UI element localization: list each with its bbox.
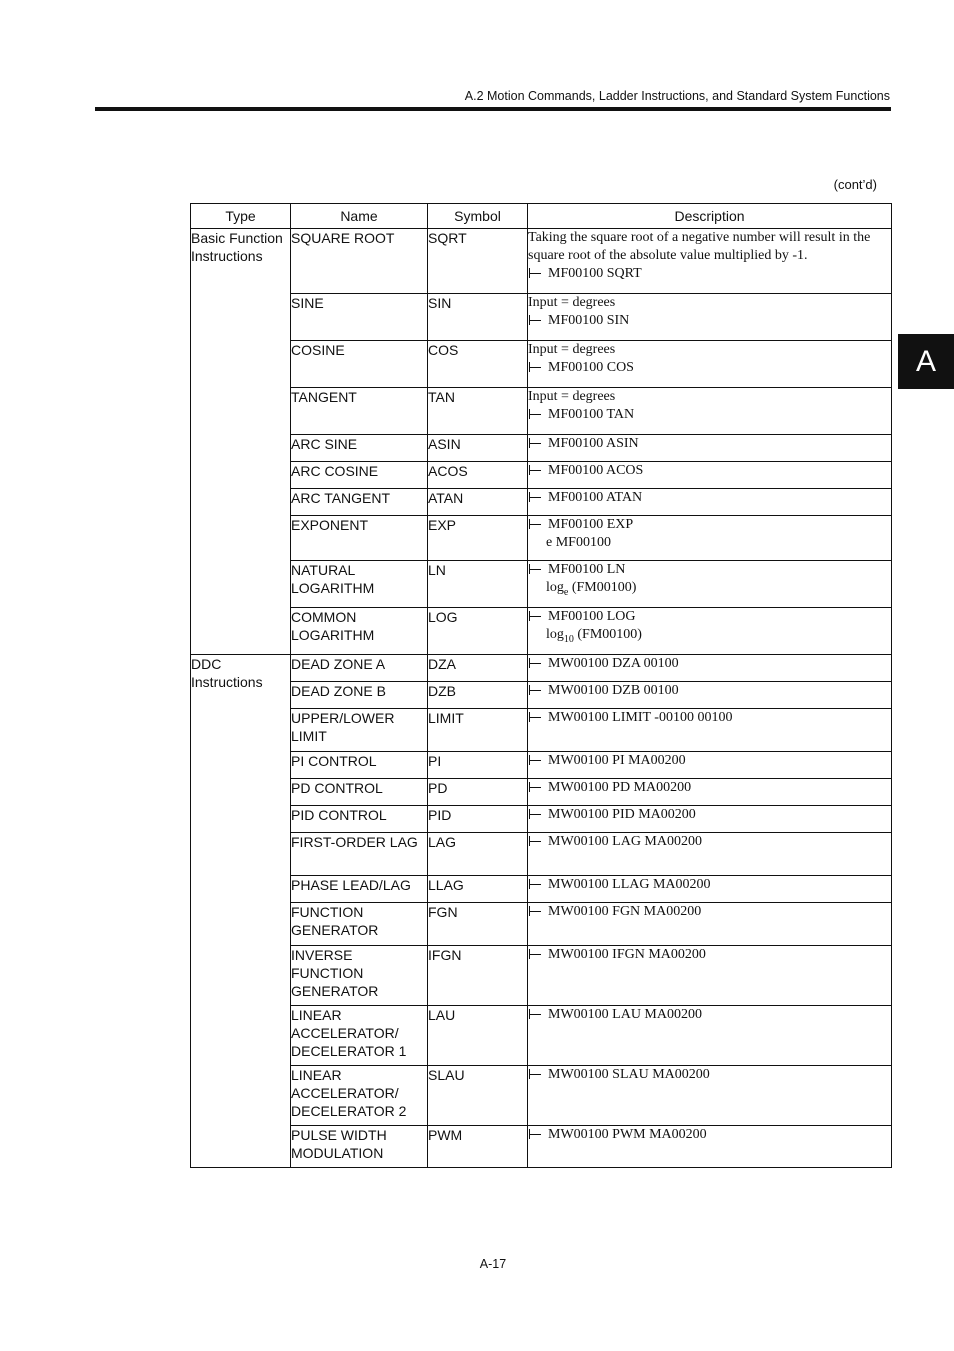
symbol-cell: PWM (428, 1126, 528, 1168)
ladder-rung-icon (528, 809, 542, 819)
description-cell (528, 516, 892, 561)
description-cell (528, 903, 892, 946)
name-cell: PHASE LEAD/LAG (291, 876, 428, 903)
column-header-name: Name (291, 204, 428, 229)
ladder-rung-icon (528, 1069, 542, 1079)
table-row (191, 516, 892, 561)
name-cell: LINEAR ACCELERATOR/ DECELERATOR 2 (291, 1066, 428, 1126)
description-cell (528, 709, 892, 752)
table-row (191, 561, 892, 608)
name-cell: ARC TANGENT (291, 489, 428, 516)
column-header-type: Type (191, 204, 291, 229)
name-cell: ARC SINE (291, 435, 428, 462)
ladder-rung-icon (528, 409, 542, 419)
table-row (191, 435, 892, 462)
ladder-line: MW00100 DZA 00100 (528, 655, 891, 673)
description-cell (528, 294, 892, 341)
ladder-rung-icon (528, 836, 542, 846)
formula-line: e MF00100 (546, 535, 611, 550)
table-row (191, 779, 892, 806)
ladder-rung-icon (528, 712, 542, 722)
symbol-cell: COS (428, 341, 528, 388)
ladder-line: MW00100 PI MA00200 (528, 752, 891, 770)
name-cell: COMMON LOGARITHM (291, 608, 428, 655)
ladder-line: MF00100 LN (528, 561, 891, 579)
instruction-table (190, 203, 892, 1168)
ladder-rung-icon (528, 1009, 542, 1019)
symbol-cell: DZA (428, 655, 528, 682)
ladder-rung-icon (528, 611, 542, 621)
symbol-cell: ASIN (428, 435, 528, 462)
ladder-line: MF00100 TAN (528, 406, 891, 424)
ladder-line: MF00100 ASIN (528, 435, 891, 453)
name-cell: PI CONTROL (291, 752, 428, 779)
description-cell (528, 229, 892, 294)
table-row (191, 1126, 892, 1168)
name-cell: INVERSE FUNCTION GENERATOR (291, 946, 428, 1006)
ladder-line: MF00100 ACOS (528, 462, 891, 480)
table-row (191, 489, 892, 516)
table-header-row (191, 204, 892, 229)
table-row (191, 1006, 892, 1066)
table-row (191, 806, 892, 833)
name-cell: COSINE (291, 341, 428, 388)
ladder-rung-icon (528, 564, 542, 574)
ladder-line: MW00100 PWM MA00200 (528, 1126, 891, 1144)
description-cell (528, 1126, 892, 1168)
description-cell (528, 752, 892, 779)
table-row (191, 1066, 892, 1126)
table-row (191, 876, 892, 903)
name-cell: UPPER/LOWER LIMIT (291, 709, 428, 752)
name-cell: SINE (291, 294, 428, 341)
symbol-cell: LIMIT (428, 709, 528, 752)
ladder-line: MW00100 LAG MA00200 (528, 833, 891, 851)
ladder-line: MW00100 DZB 00100 (528, 682, 891, 700)
symbol-cell: PID (428, 806, 528, 833)
table-row (191, 946, 892, 1006)
symbol-cell: ATAN (428, 489, 528, 516)
ladder-rung-icon (528, 782, 542, 792)
symbol-cell: PD (428, 779, 528, 806)
symbol-cell: LAG (428, 833, 528, 876)
description-cell (528, 946, 892, 1006)
symbol-cell: SQRT (428, 229, 528, 294)
name-cell: DEAD ZONE A (291, 655, 428, 682)
ladder-line: MF00100 COS (528, 359, 891, 377)
ladder-rung-icon (528, 1129, 542, 1139)
table-row (191, 682, 892, 709)
ladder-rung-icon (528, 949, 542, 959)
symbol-cell: LLAG (428, 876, 528, 903)
column-header-symbol: Symbol (428, 204, 528, 229)
page-number: A-17 (479, 1257, 507, 1271)
ladder-rung-icon (528, 268, 542, 278)
description-cell (528, 435, 892, 462)
name-cell: ARC COSINE (291, 462, 428, 489)
description-cell (528, 561, 892, 608)
ladder-line: MW00100 PID MA00200 (528, 806, 891, 824)
description-cell (528, 779, 892, 806)
table-row (191, 903, 892, 946)
ladder-rung-icon (528, 315, 542, 325)
symbol-cell: SLAU (428, 1066, 528, 1126)
ladder-line: MW00100 SLAU MA00200 (528, 1066, 891, 1084)
description-cell (528, 1066, 892, 1126)
ladder-rung-icon (528, 519, 542, 529)
ladder-line: MW00100 LIMIT -00100 00100 (528, 709, 891, 727)
symbol-cell: LN (428, 561, 528, 608)
name-cell: DEAD ZONE B (291, 682, 428, 709)
name-cell: FUNCTION GENERATOR (291, 903, 428, 946)
ladder-rung-icon (528, 438, 542, 448)
symbol-cell: TAN (428, 388, 528, 435)
ladder-rung-icon (528, 755, 542, 765)
ladder-rung-icon (528, 906, 542, 916)
ladder-line: MW00100 PD MA00200 (528, 779, 891, 797)
ladder-rung-icon (528, 492, 542, 502)
table-row (191, 752, 892, 779)
type-cell-basic: Basic Function Instructions (191, 229, 291, 655)
ladder-line: MW00100 LLAG MA00200 (528, 876, 891, 894)
name-cell: EXPONENT (291, 516, 428, 561)
symbol-cell: IFGN (428, 946, 528, 1006)
appendix-tab: A (898, 334, 954, 389)
formula-line: $\log_e (FM00100)$ (546, 580, 637, 598)
ladder-line: MF00100 SIN (528, 312, 891, 330)
description-cell (528, 1006, 892, 1066)
description-cell (528, 462, 892, 489)
description-cell (528, 489, 892, 516)
symbol-cell: LOG (428, 608, 528, 655)
symbol-cell: LAU (428, 1006, 528, 1066)
name-cell: PD CONTROL (291, 779, 428, 806)
ladder-line: MF00100 ATAN (528, 489, 891, 507)
ladder-rung-icon (528, 465, 542, 475)
description-cell (528, 341, 892, 388)
table-row (191, 462, 892, 489)
description-cell (528, 655, 892, 682)
description-cell (528, 833, 892, 876)
symbol-cell: PI (428, 752, 528, 779)
name-cell: NATURAL LOGARITHM (291, 561, 428, 608)
description-note: Input = degrees (528, 342, 616, 357)
table-row (191, 294, 892, 341)
ladder-line: MW00100 LAU MA00200 (528, 1006, 891, 1024)
formula-line: $\log_{10} (FM00100)$ (546, 627, 642, 645)
table-row (191, 388, 892, 435)
ladder-rung-icon (528, 362, 542, 372)
name-cell: LINEAR ACCELERATOR/ DECELERATOR 1 (291, 1006, 428, 1066)
description-note: Taking the square root of a negative number will result in the square root of the absolute value multiplied by -1. (528, 230, 871, 263)
ladder-line: MW00100 FGN MA00200 (528, 903, 891, 921)
name-cell: TANGENT (291, 388, 428, 435)
symbol-cell: EXP (428, 516, 528, 561)
name-cell: FIRST-ORDER LAG (291, 833, 428, 876)
running-header: A.2 Motion Commands, Ladder Instructions, and Standard System Functions (464, 89, 890, 103)
description-cell (528, 682, 892, 709)
ladder-rung-icon (528, 658, 542, 668)
column-header-description: Description (528, 204, 892, 229)
table-row (191, 229, 892, 294)
description-cell (528, 388, 892, 435)
continued-label: (cont’d) (833, 177, 877, 192)
description-cell (528, 876, 892, 903)
symbol-cell: DZB (428, 682, 528, 709)
ladder-line: MF00100 LOG (528, 608, 891, 626)
symbol-cell: FGN (428, 903, 528, 946)
ladder-rung-icon (528, 879, 542, 889)
description-note: Input = degrees (528, 295, 616, 310)
header-rule (95, 107, 891, 111)
name-cell: PID CONTROL (291, 806, 428, 833)
symbol-cell: SIN (428, 294, 528, 341)
name-cell: PULSE WIDTH MODULATION (291, 1126, 428, 1168)
ladder-line: MF00100 EXP (528, 516, 891, 534)
name-cell: SQUARE ROOT (291, 229, 428, 294)
description-cell (528, 608, 892, 655)
description-note: Input = degrees (528, 389, 616, 404)
table-row (191, 833, 892, 876)
type-cell-ddc: DDC Instructions (191, 655, 291, 1168)
ladder-rung-icon (528, 685, 542, 695)
symbol-cell: ACOS (428, 462, 528, 489)
ladder-line: MW00100 IFGN MA00200 (528, 946, 891, 964)
table-row (191, 655, 892, 682)
description-cell (528, 806, 892, 833)
table-row (191, 709, 892, 752)
ladder-line: MF00100 SQRT (528, 265, 891, 283)
table-row (191, 608, 892, 655)
table-row (191, 341, 892, 388)
